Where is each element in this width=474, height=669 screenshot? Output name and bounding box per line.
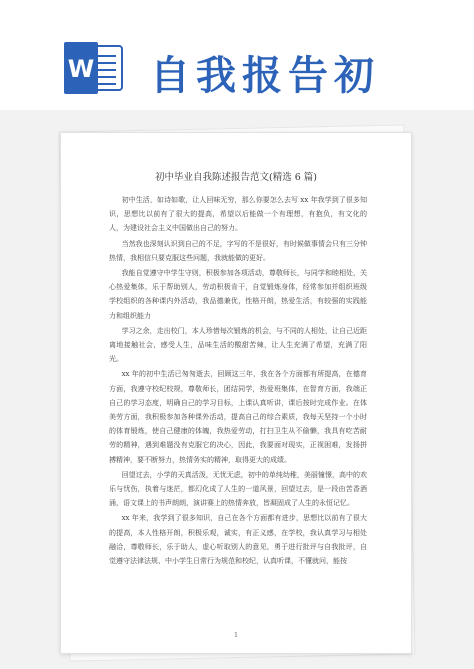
paragraph: 回望过去，小学的天真活泼，无忧无虑，初中的单纯幼稚，美丽憧憬，高中的欢乐与忧伤，执着与迷茫，都幻化成了人生的一道风景，回望过去，是一段由苦香酒涌，语文课上的书声朗朗，演讲赛上的热情奔放，皆凝固成了人生的永恒记忆。: [109, 470, 367, 508]
page-number: 1: [234, 632, 238, 639]
document-body: [109, 193, 367, 569]
word-logo-letter: W: [67, 55, 95, 83]
paragraph: xx 年的初中生活已匆匆逝去，回顾这三年，我在各个方面都有所提高，在德育方面，我遵守校纪校规，尊敬师长，团结同学，热爱班集体，在智育方面，我端正自己的学习态度，明确自己的学习目标，上课认真听讲，课后按时完成作业。在体美劳方面，我积极参加各种课外活动，提高自己的综合素质，我每天坚持一个小时的体育锻炼，使自己健康的体魄，我热爱劳动，打扫卫生从不偷懒，我具有吃苦耐劳的精神，遇到难题没有克服它的决心，因此，我要面对现实，正视困难，发扬拼搏精神，要不断努力，热情务实的精神，取得更大的成绩。: [109, 370, 367, 464]
paragraph: 我能自觉遵守中学生守则，积极参加各项活动，尊敬师长，与同学和睦相处，关心热爱集体，乐于帮助别人，劳动积极肯干，自觉锻炼身体，经常参加并组织班级学校组织的各种课内外活动，我品德兼优，性格开朗，热爱生活，有较强的实践能力和组织能力: [109, 269, 367, 320]
document-page: [60, 132, 412, 654]
paragraph: 当然我也深刻认识到自己的不足，字写的不是很好，有时候做事情会只有三分钟热情，我相信只要克服这些问题，我就能做的更好。: [109, 239, 367, 262]
document-title: 初中毕业自我陈述报告范文(精选 6 篇): [155, 172, 317, 183]
banner-title: 自我报告初: [150, 53, 380, 99]
paragraph: 初中生活，如诗如歌，让人回味无穷，那么你要怎么去写 xx 年我学到了很多知识，思想比以前有了很大的提高，希望以后能做一个有理想，有抱负，有文化的人，为建设社会主义中国做出自己的努力。: [109, 196, 367, 233]
paragraph: xx 年来，我学到了很多知识，自己在各个方面都有进步，思想比以前有了很大的提高，本人性格开朗，积极乐观，诚实，有正义感，在学校，我认真学习与相处融洽，尊敬师长，乐于助人，虚心听取别人的意见，勇于进行批评与自我批评，自觉遵守法律法规、中小学生日常行为规范和校纪，认真听课，不懂就问，能按: [109, 514, 367, 566]
paragraph: 学习之余，走出校门，本人珍惜每次锻炼的机会，与不同的人相处，让自己近距离地接触社会，感受人生，品味生活的酸甜苦辣，让人生充满了希望，充满了阳光。: [109, 326, 367, 364]
banner-header: [0, 0, 474, 112]
word-document-icon: [62, 40, 124, 96]
